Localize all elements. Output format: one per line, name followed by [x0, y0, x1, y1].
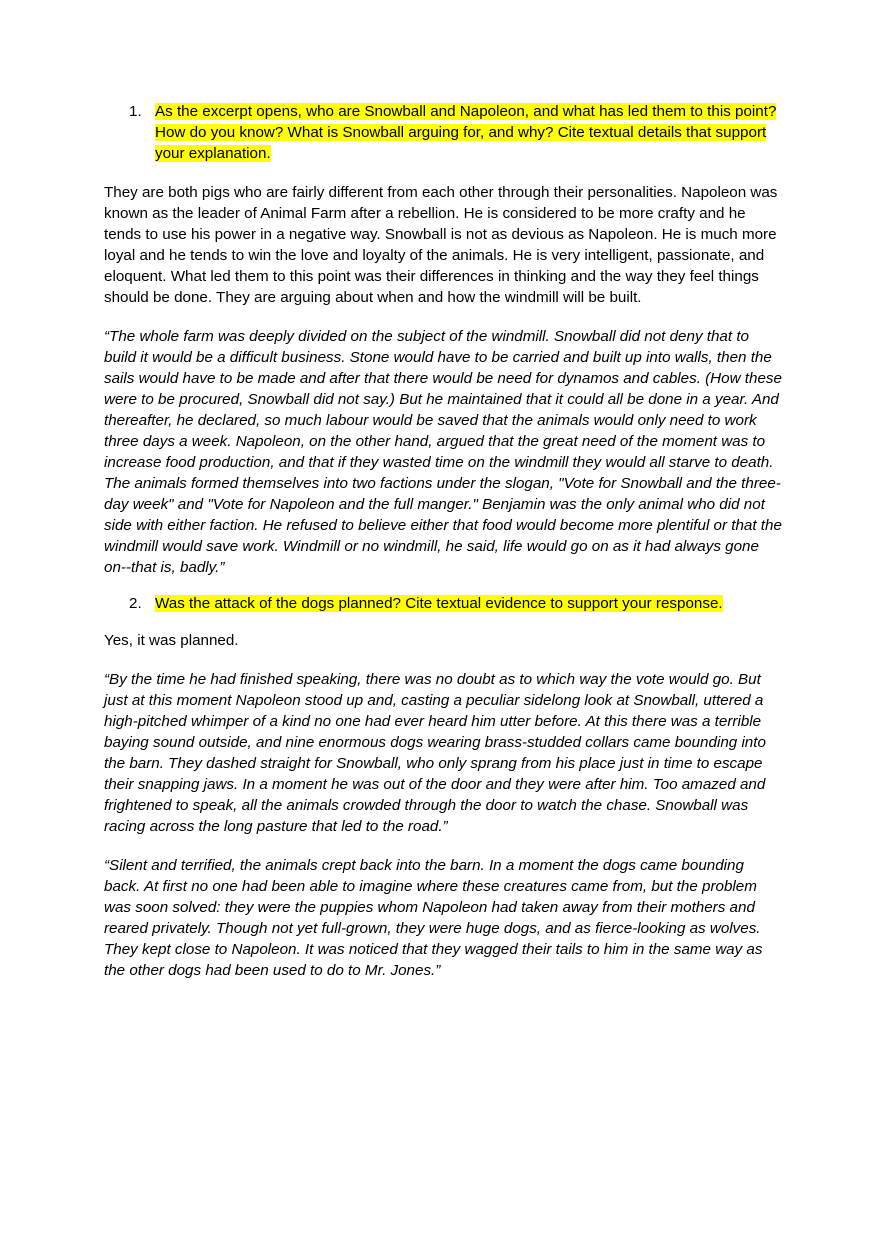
question-2-text: Was the attack of the dogs planned? Cite textual evidence to support your response. [155, 595, 723, 612]
quote-3: “Silent and terrified, the animals crept back into the barn. In a moment the dogs came bounding back. At first no one had been able to imagine where these creatures came from, but the problem was soon solved: they were the puppies whom Napoleon had taken away from their mothers and reared privately. Though not yet full-grown, they were huge dogs, and as fierce-looking as wolves. They kept close to Napoleon. It was noticed that they wagged their tails to him in the same way as the other dogs had been used to do to Mr. Jones.” [104, 857, 763, 979]
question-2-number: 2. [129, 595, 142, 612]
quote-1: “The whole farm was deeply divided on the subject of the windmill. Snowball did not deny that to build it would be a difficult business. Stone would have to be carried and built up into walls, then the sails would have to be made and after that there would be need for dynamos and cables. (How these were to be procured, Snowball did not say.) But he maintained that it could all be done in a year. And thereafter, he declared, so much labour would be saved that the animals would only need to work three days a week. Napoleon, on the other hand, argued that the great need of the moment was to increase food production, and that if they wasted time on the windmill they would all starve to death. The animals formed themselves into two factions under the slogan, "Vote for Snowball and the three-day week" and "Vote for Napoleon and the full manger." Benjamin was the only animal who did not side with either faction. He refused to believe either that food would become more plentiful or that the windmill would save work. Windmill or no windmill, he said, life would go on as it had always gone on--that is, badly.” [104, 328, 782, 576]
quote-2: “By the time he had finished speaking, there was no doubt as to which way the vote would go. But just at this moment Napoleon stood up and, casting a peculiar sidelong look at Snowball, uttered a high-pitched whimper of a kind no one had ever heard him utter before. At this there was a terrible baying sound outside, and nine enormous dogs wearing brass-studded collars came bounding into the barn. They dashed straight for Snowball, who only sprang from his place just in time to escape their snapping jaws. In a moment he was out of the door and they were after him. Too amazed and frightened to speak, all the animals crowded through the door to watch the chase. Snowball was racing across the long pasture that led to the road.” [104, 671, 766, 835]
question-2 [104, 593, 784, 614]
answer-2: Yes, it was planned. [104, 632, 239, 649]
question-1-text: As the excerpt opens, who are Snowball and Napoleon, and what has led them to this point? How do you know? What is Snowball arguing for, and why? Cite textual details that support your explanation. [155, 103, 777, 162]
document-page [104, 101, 784, 981]
question-1-number: 1. [129, 103, 142, 120]
answer-1: They are both pigs who are fairly different from each other through their personalities. Napoleon was known as the leader of Animal Farm after a rebellion. He is considered to be more crafty and he tends to use his power in a negative way. Snowball is not as devious as Napoleon. He is much more loyal and he tends to win the love and loyalty of the animals. He is very intelligent, passionate, and eloquent. What led them to this point was their differences in thinking and the way they feel things should be done. They are arguing about when and how the windmill will be built. [104, 184, 778, 306]
question-1 [104, 101, 784, 164]
